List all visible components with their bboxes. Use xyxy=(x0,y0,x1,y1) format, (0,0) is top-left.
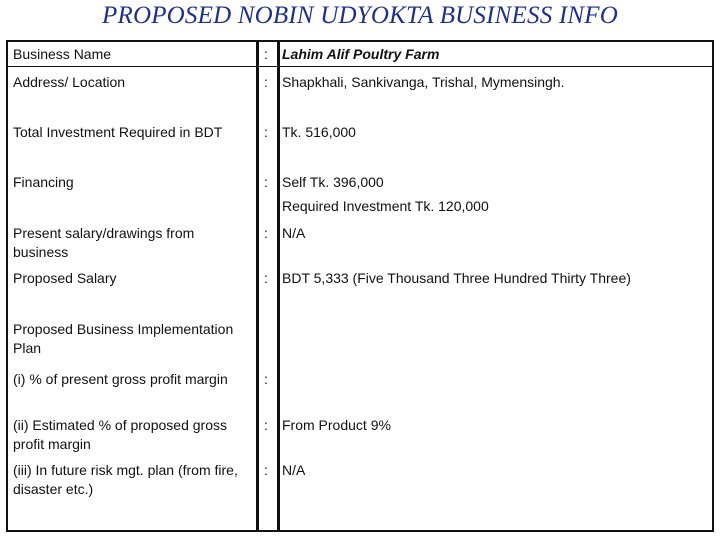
row-colon: : xyxy=(264,462,268,478)
row-label: Present salary/drawings from business xyxy=(13,225,195,260)
financing-required-value: Required Investment Tk. 120,000 xyxy=(282,198,489,214)
row-colon: : xyxy=(264,174,268,190)
section-heading: Proposed Business Implementation Plan xyxy=(13,321,234,356)
row-colon: : xyxy=(264,225,268,241)
row-colon: : xyxy=(264,124,268,140)
row-label: Business Name xyxy=(13,46,112,62)
address-value: Shapkhali, Sankivanga, Trishal, Mymensingh. xyxy=(282,74,565,90)
row-label: (ii) Estimated % of proposed gross profit margin xyxy=(13,417,227,452)
row-colon: : xyxy=(264,46,268,62)
business-name-value: Lahim Alif Poultry Farm xyxy=(282,46,440,62)
risk-plan-value: N/A xyxy=(282,462,306,478)
column-divider xyxy=(277,42,280,530)
row-label: Proposed Salary xyxy=(13,270,117,286)
total-investment-value: Tk. 516,000 xyxy=(282,124,356,140)
column-divider xyxy=(256,42,259,530)
row-colon: : xyxy=(264,270,268,286)
page-title: PROPOSED NOBIN UDYOKTA BUSINESS INFO xyxy=(102,2,618,29)
row-label: Address/ Location xyxy=(13,74,126,90)
row-colon: : xyxy=(264,74,268,90)
row-colon: : xyxy=(264,417,268,433)
financing-self-value: Self Tk. 396,000 xyxy=(282,174,384,190)
business-info-table xyxy=(6,40,714,532)
present-salary-value: N/A xyxy=(282,225,306,241)
row-divider xyxy=(8,66,712,67)
proposed-margin-value: From Product 9% xyxy=(282,417,391,433)
row-label: (i) % of present gross profit margin xyxy=(13,371,228,387)
row-label: Total Investment Required in BDT xyxy=(13,124,223,140)
proposed-salary-value: BDT 5,333 (Five Thousand Three Hundred Thirty Three) xyxy=(282,270,631,286)
row-label: Financing xyxy=(13,174,74,190)
row-colon: : xyxy=(264,371,268,387)
row-label: (iii) In future risk mgt. plan (from fire, disaster etc.) xyxy=(13,462,238,497)
